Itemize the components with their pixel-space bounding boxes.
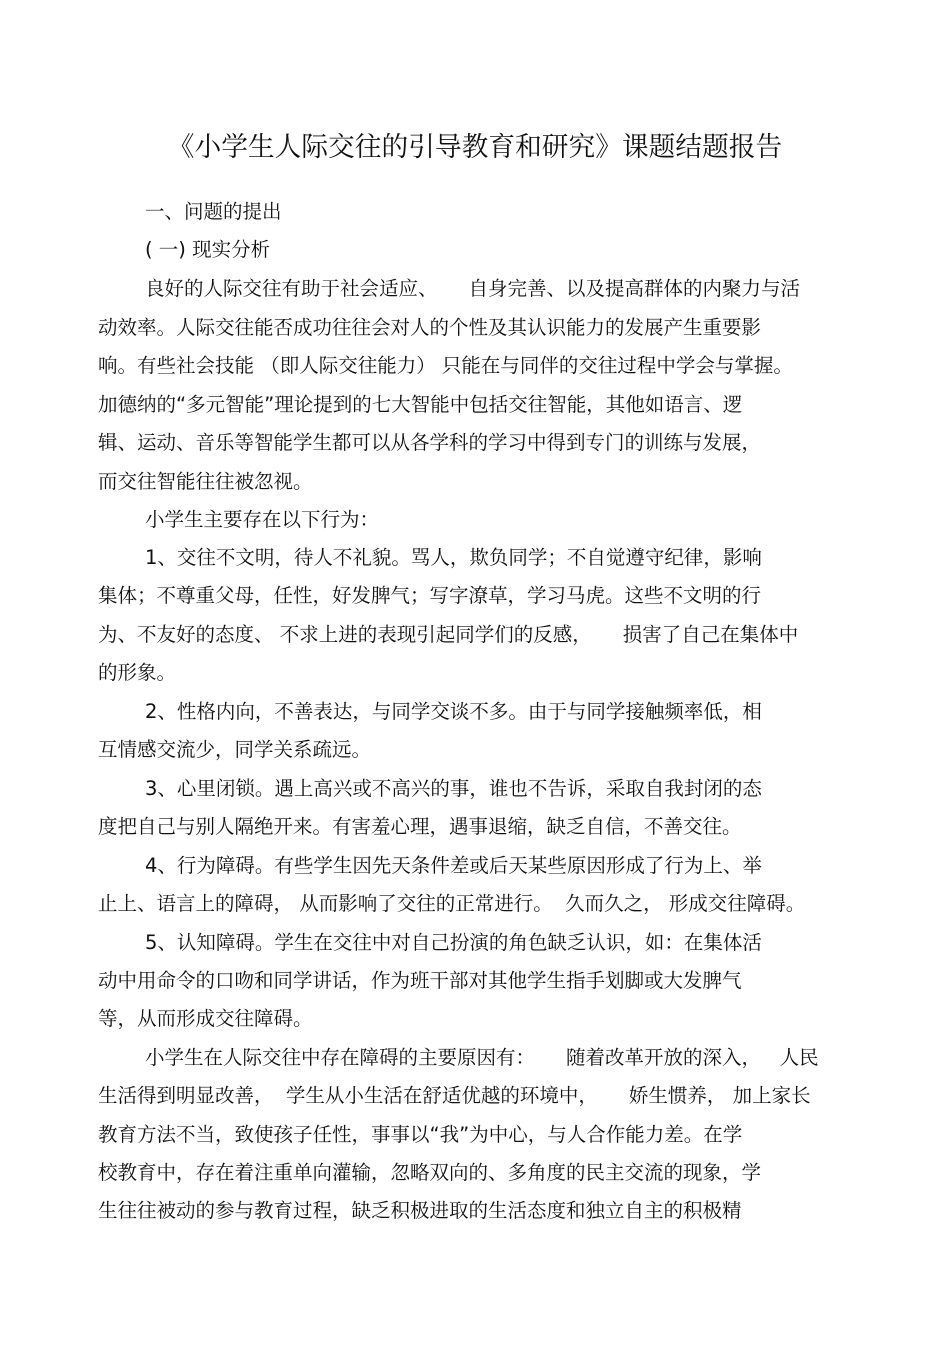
paragraph-line: 4、行为障碍。有些学生因先天条件差或后天某些原因形成了行为上、举 — [145, 854, 762, 877]
paragraph-line: 生往往被动的参与教育过程，缺乏积极进取的生活态度和独立自主的积极精 — [98, 1199, 742, 1222]
paragraph-line: 生活得到明显改善， 学生从小生活在舒适优越的环境中， 娇生惯养， 加上家长 — [98, 1084, 811, 1107]
paragraph-line: 的形象。 — [98, 661, 177, 684]
paragraph-line: 良好的人际交往有助于社会适应、 自身完善、以及提高群体的内聚力与活 — [145, 277, 800, 300]
paragraph-line: 1、交往不文明，待人不礼貌。骂人，欺负同学；不自觉遵守纪律，影响 — [145, 546, 762, 569]
paragraph-line: 而交往智能往往被忽视。 — [98, 470, 313, 493]
page-title: 《小学生人际交往的引导教育和研究》课题结题报告 — [167, 132, 783, 163]
paragraph-line: 集体；不尊重父母，任性，好发脾气；写字潦草，学习马虎。这些不文明的行 — [98, 584, 762, 607]
paragraph-line: 辑、运动、音乐等智能学生都可以从各学科的学习中得到专门的训练与发展， — [98, 431, 762, 454]
paragraph-line: 2、性格内向，不善表达，与同学交谈不多。由于与同学接触频率低，相 — [145, 700, 762, 723]
paragraph-line: 教育方法不当，致使孩子任性，事事以“我”为中心，与人合作能力差。在学 — [98, 1123, 743, 1146]
paragraph-line: 校教育中，存在着注重单向灌输，忽略双向的、多角度的民主交流的现象，学 — [98, 1161, 762, 1184]
paragraph-line: 动效率。人际交往能否成功往往会对人的个性及其认识能力的发展产生重要影 — [98, 316, 762, 339]
paragraph-line: 小学生在人际交往中存在障碍的主要原因有： 随着改革开放的深入， 人民 — [145, 1046, 819, 1069]
subsection-heading: ( 一) 现实分析 — [145, 238, 271, 261]
paragraph-line: 响。有些社会技能 （即人际交往能力） 只能在与同伴的交往过程中学会与掌握。 — [98, 354, 793, 377]
paragraph-line: 5、认知障碍。学生在交往中对自己扮演的角色缺乏认识，如：在集体活 — [145, 931, 762, 954]
paragraph-line: 小学生主要存在以下行为： — [145, 508, 380, 531]
paragraph-line: 3、心里闭锁。遇上高兴或不高兴的事，谁也不告诉，采取自我封闭的态 — [145, 777, 762, 800]
paragraph-line: 动中用命令的口吻和同学讲话，作为班干部对其他学生指手划脚或大发脾气 — [98, 969, 742, 992]
paragraph-line: 等，从而形成交往障碍。 — [98, 1007, 313, 1030]
section-heading: 一、问题的提出 — [145, 200, 282, 223]
paragraph-line: 度把自己与别人隔绝开来。有害羞心理，遇事退缩，缺乏自信，不善交往。 — [98, 815, 742, 838]
paragraph-line: 互情感交流少，同学关系疏远。 — [98, 738, 372, 761]
paragraph-line: 加德纳的“多元智能”理论提到的七大智能中包括交往智能，其他如语言、逻 — [98, 393, 743, 416]
paragraph-line: 止上、语言上的障碍， 从而影响了交往的正常进行。 久而久之， 形成交往障碍。 — [98, 892, 806, 915]
paragraph-line: 为、不友好的态度、 不求上进的表现引起同学们的反感， 损害了自己在集体中 — [98, 623, 799, 646]
